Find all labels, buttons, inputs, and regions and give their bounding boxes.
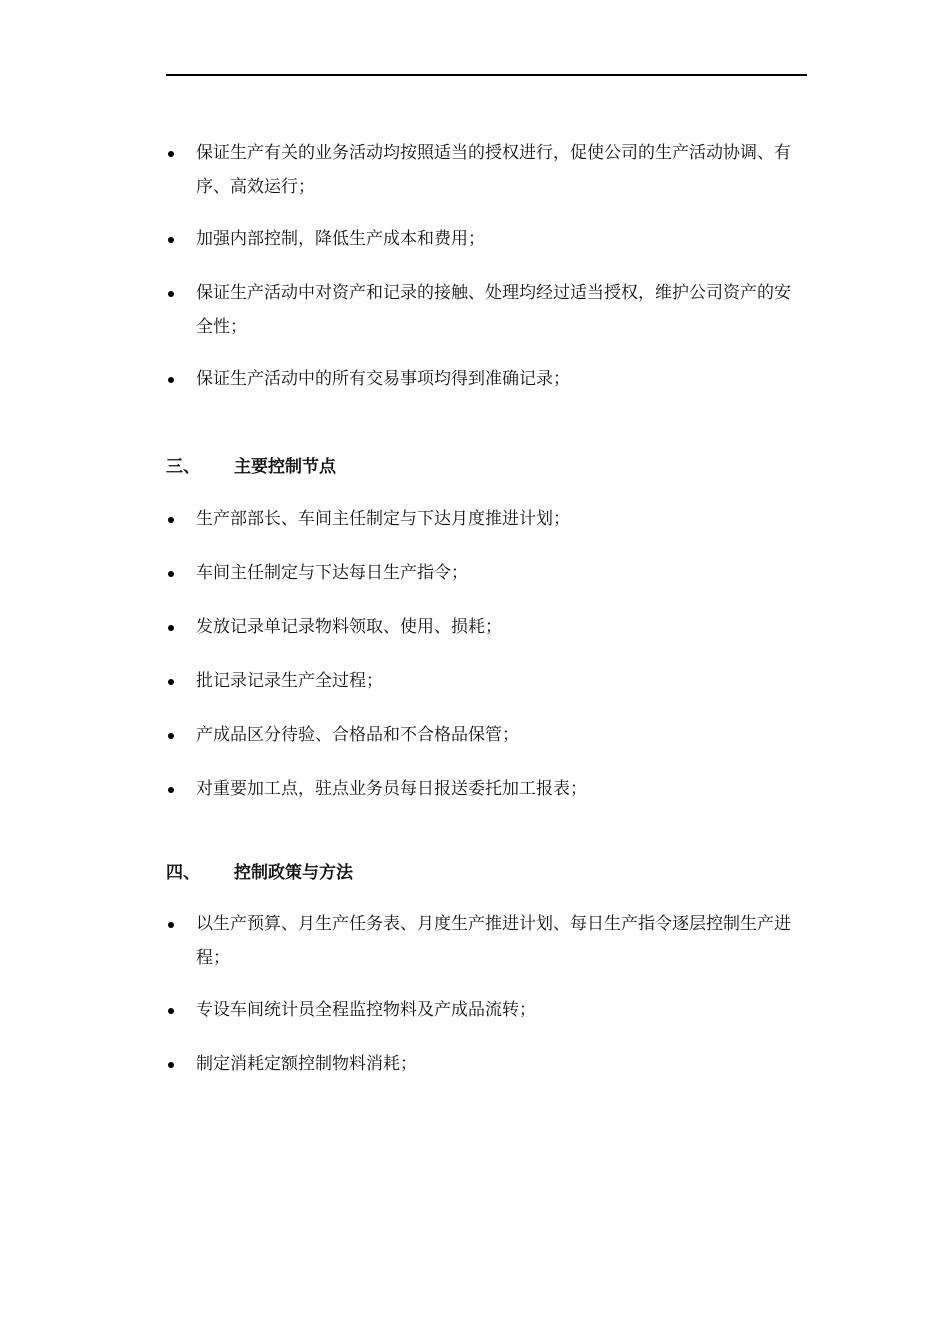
- section-number: 四、: [166, 863, 200, 883]
- list-item: [166, 993, 807, 1027]
- list-item: [166, 1047, 807, 1081]
- list-item-text: 保证生产活动中的所有交易事项均得到准确记录；: [196, 369, 570, 389]
- list-item-text: 保证生产有关的业务活动均按照适当的授权进行，促使公司的生产活动协调、有序、高效运行；: [196, 143, 791, 197]
- bullet-icon: [168, 733, 174, 739]
- list-item: [166, 502, 807, 536]
- bullet-icon: [168, 1008, 174, 1014]
- list-item: [166, 610, 807, 644]
- list-item: [166, 136, 807, 204]
- section-heading: [166, 856, 807, 890]
- list-item-text: 对重要加工点，驻点业务员每日报送委托加工报表；: [196, 779, 587, 799]
- list-item-text: 以生产预算、月生产任务表、月度生产推进计划、每日生产指令逐层控制生产进程；: [196, 914, 791, 968]
- section-number: 三、: [166, 457, 200, 477]
- list-item-text: 产成品区分待验、合格品和不合格品保管；: [196, 725, 519, 745]
- section-title: 控制政策与方法: [234, 863, 353, 883]
- list-item: [166, 362, 807, 396]
- bullet-icon: [168, 517, 174, 523]
- list-item-text: 加强内部控制，降低生产成本和费用；: [196, 229, 485, 249]
- header-rule: [166, 74, 807, 76]
- list-item: [166, 664, 807, 698]
- list-item: [166, 556, 807, 590]
- bullet-icon: [168, 787, 174, 793]
- list-item-text: 保证生产活动中对资产和记录的接触、处理均经过适当授权，维护公司资产的安全性；: [196, 283, 791, 337]
- list-item-text: 制定消耗定额控制物料消耗；: [196, 1054, 417, 1074]
- list-item: [166, 907, 807, 975]
- bullet-icon: [168, 922, 174, 928]
- list-item: [166, 222, 807, 256]
- section-title: 主要控制节点: [234, 457, 336, 477]
- list-item-text: 专设车间统计员全程监控物料及产成品流转；: [196, 1000, 536, 1020]
- list-item-text: 批记录记录生产全过程；: [196, 671, 383, 691]
- bullet-icon: [168, 151, 174, 157]
- list-item-text: 发放记录单记录物料领取、使用、损耗；: [196, 617, 502, 637]
- list-item-text: 车间主任制定与下达每日生产指令；: [196, 563, 468, 583]
- bullet-icon: [168, 1062, 174, 1068]
- bullet-icon: [168, 679, 174, 685]
- bullet-icon: [168, 291, 174, 297]
- list-item: [166, 718, 807, 752]
- list-item-text: 生产部部长、车间主任制定与下达月度推进计划；: [196, 509, 570, 529]
- bullet-icon: [168, 377, 174, 383]
- bullet-icon: [168, 571, 174, 577]
- section-heading: [166, 450, 807, 484]
- bullet-icon: [168, 625, 174, 631]
- list-item: [166, 276, 807, 344]
- bullet-icon: [168, 237, 174, 243]
- list-item: [166, 772, 807, 806]
